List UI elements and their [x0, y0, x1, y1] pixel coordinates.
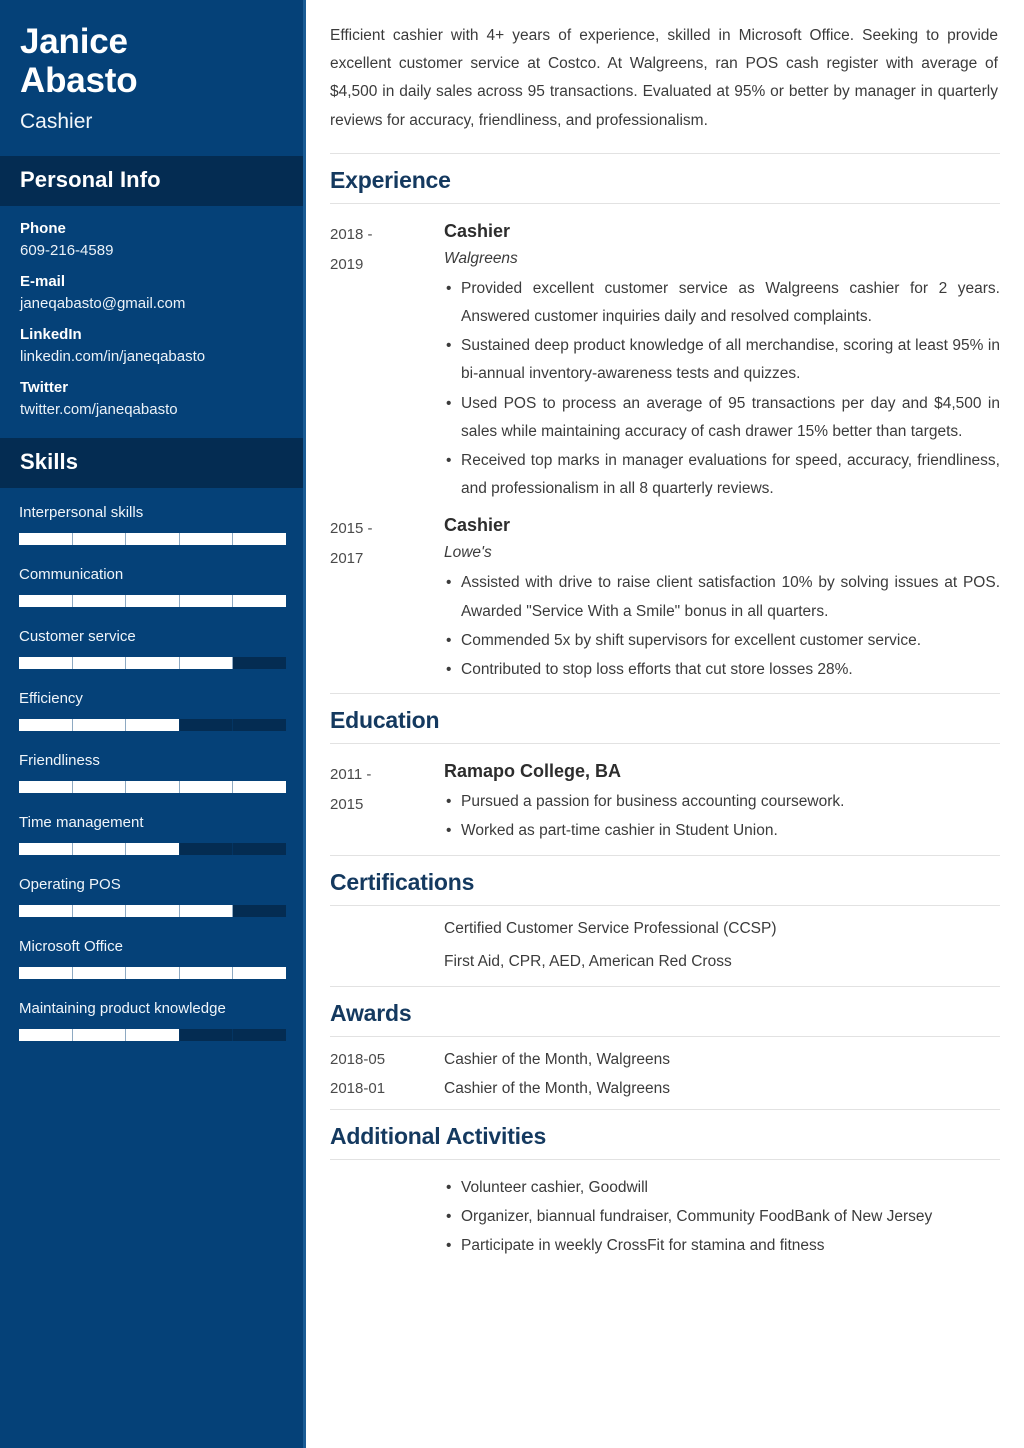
bullet-item: • Commended 5x by shift supervisors for excellent customer service. [444, 627, 1000, 655]
experience-entry-body [444, 218, 1000, 505]
activities-bullets [444, 1174, 1000, 1261]
sidebar-heading-personal-info: Personal Info [0, 156, 303, 206]
date-from: 2018 - [330, 225, 373, 243]
skill-item [19, 1000, 284, 1041]
skill-label: Operating POS [19, 876, 121, 894]
skills-list [0, 488, 303, 1061]
skill-bar-ticks [19, 781, 286, 793]
experience-role: Cashier [444, 515, 511, 536]
date-to: 2019 [330, 255, 364, 273]
section-title-experience: Experience [330, 153, 1000, 203]
date-to: 2017 [330, 550, 364, 568]
skill-item [19, 814, 284, 855]
experience-bullets [444, 569, 1000, 684]
skill-label: Efficiency [19, 690, 83, 708]
award-text: Cashier of the Month, Walgreens [444, 1050, 671, 1068]
skill-item [19, 628, 284, 669]
candidate-name-line1: Janice [20, 22, 128, 61]
contact-item-linkedin [20, 326, 283, 365]
education-entry-body [444, 758, 1000, 846]
experience-bullets [444, 275, 1000, 504]
section-certifications [330, 855, 1000, 971]
experience-organization: Lowe's [444, 544, 492, 562]
skill-bar [19, 1029, 286, 1041]
bullet-item: • Used POS to process an average of 95 transactions per day and $4,500 in sales while maintaining accuracy of cash drawer 15% better than targets. [444, 390, 1000, 446]
skill-bar [19, 967, 286, 979]
name-block [0, 0, 303, 134]
certification-date [330, 920, 444, 938]
experience-entry [330, 218, 1000, 505]
date-from: 2015 - [330, 520, 373, 538]
contact-item-email [20, 273, 283, 312]
skill-label: Maintaining product knowledge [19, 1000, 226, 1018]
skill-bar-ticks [19, 843, 286, 855]
skill-bar-ticks [19, 1029, 286, 1041]
experience-entry [330, 512, 1000, 685]
bullet-item: • Volunteer cashier, Goodwill [444, 1174, 1000, 1202]
section-additional-activities [330, 1109, 1000, 1261]
skill-label: Customer service [19, 628, 136, 646]
section-divider [330, 1036, 1000, 1037]
sidebar-heading-skills: Skills [0, 438, 303, 488]
skill-bar [19, 781, 286, 793]
section-divider [330, 1159, 1000, 1160]
skill-bar-ticks [19, 905, 286, 917]
section-experience [330, 153, 1000, 685]
education-school: Ramapo College, BA [444, 761, 622, 782]
award-date: 2018-05 [330, 1050, 386, 1068]
candidate-job-title: Cashier [20, 110, 93, 134]
skill-label: Time management [19, 814, 144, 832]
experience-organization: Walgreens [444, 249, 518, 267]
section-divider [330, 203, 1000, 204]
bullet-item: • Worked as part-time cashier in Student Union. [444, 817, 1000, 845]
sidebar [0, 0, 306, 1448]
skill-label: Interpersonal skills [19, 504, 144, 522]
skill-bar [19, 595, 286, 607]
experience-entry-date [330, 218, 444, 505]
skill-item [19, 938, 284, 979]
certification-text: Certified Customer Service Professional (CCSP) [444, 919, 777, 937]
bullet-item: • Sustained deep product knowledge of all merchandise, scoring at least 95% in bi-annual inventory-awareness tests and quizzes. [444, 332, 1000, 388]
bullet-item: • Contributed to stop loss efforts that cut store losses 28%. [444, 656, 1000, 684]
skill-item [19, 566, 284, 607]
candidate-name [20, 22, 283, 100]
award-text: Cashier of the Month, Walgreens [444, 1079, 671, 1097]
contact-label-linkedin: LinkedIn [20, 326, 82, 344]
section-education [330, 693, 1000, 846]
skill-item [19, 504, 284, 545]
skill-bar [19, 533, 286, 545]
bullet-item: • Received top marks in manager evaluations for speed, accuracy, friendliness, and professionalism in all 8 quarterly reviews. [444, 447, 1000, 503]
skill-label: Microsoft Office [19, 938, 123, 956]
section-divider [330, 743, 1000, 744]
date-from: 2011 - [330, 766, 372, 784]
certification-row [330, 953, 1000, 971]
contact-label-email: E-mail [20, 273, 66, 291]
candidate-name-line2: Abasto [20, 61, 138, 101]
skill-label: Friendliness [19, 752, 100, 770]
skill-bar-ticks [19, 719, 286, 731]
bullet-item: • Provided excellent customer service as Walgreens cashier for 2 years. Answered customer inquiries daily and resolved complaints. [444, 275, 1000, 331]
skill-bar-ticks [19, 595, 286, 607]
contact-value-twitter[interactable]: twitter.com/janeqabasto [20, 401, 178, 419]
section-title-awards: Awards [330, 986, 1000, 1036]
certification-text: First Aid, CPR, AED, American Red Cross [444, 952, 732, 970]
section-title-certifications: Certifications [330, 855, 1000, 905]
education-entry-date [330, 758, 444, 846]
contact-value-phone[interactable]: 609-216-4589 [20, 242, 114, 260]
skill-bar [19, 657, 286, 669]
skill-label: Communication [19, 566, 124, 584]
experience-entry-date [330, 512, 444, 685]
activities-wrapper [330, 1174, 1000, 1261]
certification-row [330, 920, 1000, 938]
education-bullets [444, 788, 1000, 845]
bullet-item: • Assisted with drive to raise client satisfaction 10% by solving issues at POS. Awarded "Service With a Smile" bonus in all quarters. [444, 569, 1000, 625]
main-content [306, 0, 1024, 1448]
contact-value-email[interactable]: janeqabasto@gmail.com [20, 295, 186, 313]
skill-item [19, 876, 284, 917]
skill-bar [19, 843, 286, 855]
skill-bar-ticks [19, 657, 286, 669]
skill-bar [19, 905, 286, 917]
section-title-education: Education [330, 693, 1000, 743]
bullet-item: • Pursued a passion for business accounting coursework. [444, 788, 1000, 816]
bullet-item: • Organizer, biannual fundraiser, Community FoodBank of New Jersey [444, 1203, 1000, 1231]
skill-item [19, 690, 284, 731]
contact-item-twitter [20, 379, 283, 418]
contact-list [0, 206, 303, 438]
bullet-item: • Participate in weekly CrossFit for stamina and fitness [444, 1232, 1000, 1260]
section-awards [330, 986, 1000, 1098]
skill-item [19, 752, 284, 793]
skill-bar-ticks [19, 967, 286, 979]
skill-bar-ticks [19, 533, 286, 545]
section-title-additional-activities: Additional Activities [330, 1109, 1000, 1159]
contact-label-twitter: Twitter [20, 379, 69, 397]
education-entry [330, 758, 1000, 846]
skill-bar [19, 719, 286, 731]
experience-entry-body [444, 512, 1000, 685]
date-to: 2015 [330, 795, 364, 813]
contact-label-phone: Phone [20, 220, 66, 238]
experience-role: Cashier [444, 220, 511, 241]
section-divider [330, 905, 1000, 906]
contact-item-phone [20, 220, 283, 259]
award-row [330, 1080, 1000, 1098]
award-date: 2018-01 [330, 1079, 386, 1097]
award-row [330, 1051, 1000, 1069]
professional-summary: Efficient cashier with 4+ years of experience, skilled in Microsoft Office. Seeking to provide excellent customer service at Costco. At Walgreens, ran POS cash register with average of $4,500 in daily sales across 95 transactions. Evaluated at 95% or better by manager in quarterly reviews for accuracy, friendliness, and professionalism. [330, 27, 998, 129]
contact-value-linkedin[interactable]: linkedin.com/in/janeqabasto [20, 348, 206, 366]
certification-date [330, 953, 444, 971]
